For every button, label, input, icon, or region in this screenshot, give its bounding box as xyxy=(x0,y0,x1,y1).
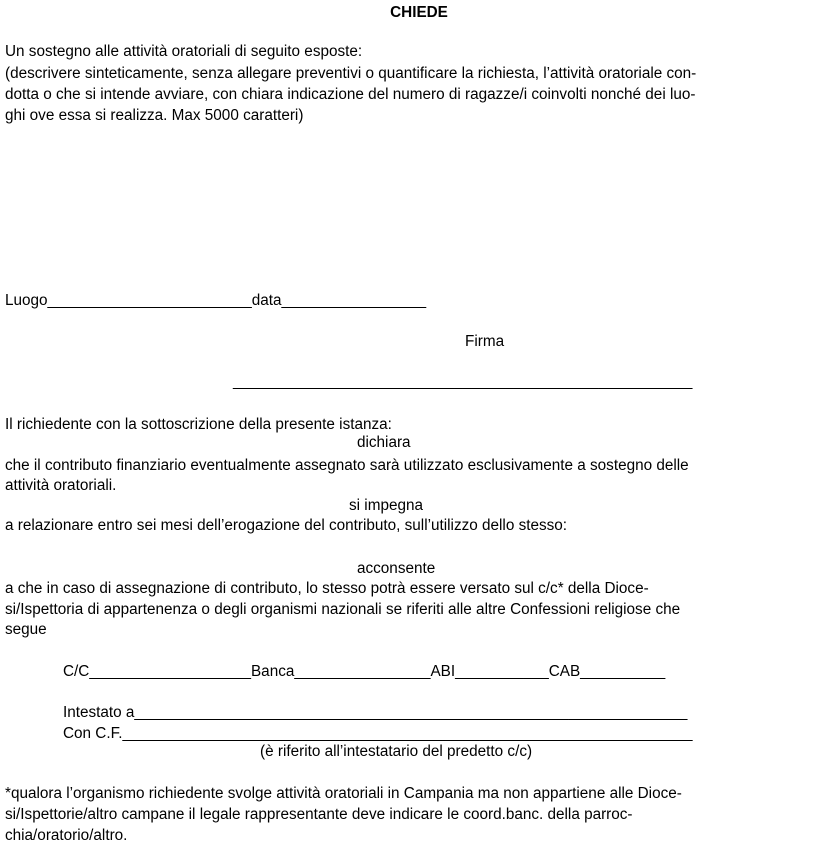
impegna-line-1: a relazionare entro sei mesi dell’erogazione del contributo, sull’utilizzo dello stesso: xyxy=(5,517,568,534)
bank-note: (è riferito all’intestatario del predetto c/c) xyxy=(260,743,533,760)
footnote-line-3: chia/oratorio/altro. xyxy=(5,827,128,844)
bank-account-fields[interactable]: C/C___________________Banca________________ABI___________CAB__________ xyxy=(63,663,666,680)
footnote-line-2: si/Ispettorie/altro campane il legale rappresentante deve indicare le coord.banc. della parroc- xyxy=(5,806,633,823)
title-text: CHIEDE xyxy=(390,4,448,21)
signature-label: Firma xyxy=(465,333,505,350)
impegna-heading: si impegna xyxy=(349,497,423,514)
intro-line-1: Un sostegno alle attività oratoriali di seguito esposte: xyxy=(5,43,363,60)
signature-line[interactable]: ______________________________________________________ xyxy=(233,373,693,390)
tax-code-field[interactable]: Con C.F.___________________________________________________________________ xyxy=(63,725,693,742)
intro-line-4: ghi ove essa si realizza. Max 5000 caratteri) xyxy=(5,107,304,124)
intro-line-3: dotta o che si intende avviare, con chiara indicazione del numero di ragazze/i coinvolti nonché dei luo- xyxy=(5,86,696,103)
place-date-field[interactable]: Luogo________________________data_________________ xyxy=(5,292,427,309)
acconsente-line-1: a che in caso di assegnazione di contributo, lo stesso potrà essere versato sul c/c* della Dioce- xyxy=(5,580,649,597)
dichiara-line-1: che il contributo finanziario eventualmente assegnato sarà utilizzato esclusivamente a sostegno delle xyxy=(5,457,689,474)
acconsente-line-2: si/Ispettoria di appartenenza o degli organismi nazionali se riferiti alle altre Confessioni religiose che xyxy=(5,601,681,618)
dichiara-heading: dichiara xyxy=(357,434,411,451)
page-title xyxy=(0,4,838,22)
acconsente-heading: acconsente xyxy=(357,560,436,577)
acconsente-line-3: segue xyxy=(5,621,47,638)
footnote-line-1: *qualora l’organismo richiedente svolge attività oratoriali in Campania ma non appartiene alle Dioce- xyxy=(5,785,682,802)
declaration-intro: Il richiedente con la sottoscrizione della presente istanza: xyxy=(5,416,392,433)
intro-line-2: (descrivere sinteticamente, senza allegare preventivi o quantificare la richiesta, l’attività oratoriale con- xyxy=(5,65,697,82)
account-holder-field[interactable]: Intestato a_________________________________________________________________ xyxy=(63,704,688,721)
dichiara-line-2: attività oratoriali. xyxy=(5,477,117,494)
